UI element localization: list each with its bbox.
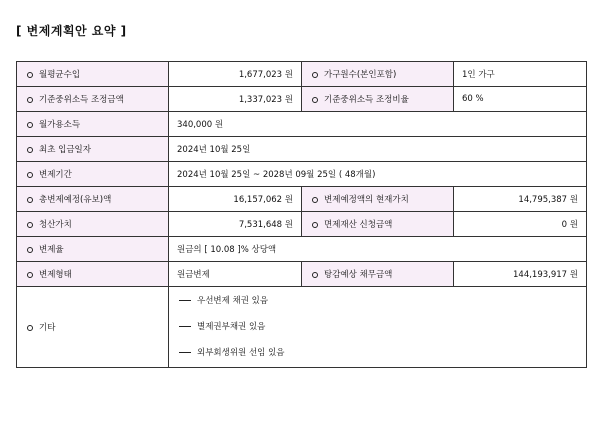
label-cell [17, 237, 169, 262]
circle-bullet-icon [312, 72, 318, 78]
circle-bullet-icon [27, 197, 33, 203]
table-row [17, 262, 587, 287]
label-cell [302, 262, 454, 287]
circle-bullet-icon [312, 272, 318, 278]
label-repay-type: 변제형태 [39, 270, 72, 280]
value-exempt-assets: 0 원 [454, 212, 587, 237]
label-reduction: 탕감예상 채무금액 [324, 270, 393, 280]
label-adjusted-ratio: 기준중위소득 조정비율 [324, 95, 409, 105]
value-adjusted-income: 1,337,023 원 [169, 87, 302, 112]
table-row [17, 237, 587, 262]
value-household: 1인 가구 [454, 62, 587, 87]
note-text: 우선변제 채권 있음 [197, 296, 269, 306]
label-cell [17, 112, 169, 137]
value-period: 2024년 10월 25일 ~ 2028년 09월 25일 ( 48개월) [169, 162, 587, 187]
label-exempt-assets: 면제재산 신청금액 [324, 220, 393, 230]
value-total-repay: 16,157,062 원 [169, 187, 302, 212]
label-present-value: 변제예정액의 현재가치 [324, 195, 409, 205]
label-cell [17, 187, 169, 212]
label-cell [302, 87, 454, 112]
circle-bullet-icon [27, 122, 33, 128]
value-liquidation: 7,531,648 원 [169, 212, 302, 237]
label-total-repay: 총변제예정(유보)액 [39, 195, 112, 205]
label-cell [302, 62, 454, 87]
circle-bullet-icon [27, 247, 33, 253]
circle-bullet-icon [27, 147, 33, 153]
label-other: 기타 [39, 323, 56, 333]
circle-bullet-icon [27, 325, 33, 331]
note-text: 외부회생위원 선임 있음 [197, 348, 285, 358]
list-item [177, 288, 578, 314]
label-available-income: 월가용소득 [39, 120, 81, 130]
value-reduction: 144,193,917 원 [454, 262, 587, 287]
label-repay-rate: 변제율 [39, 245, 64, 255]
circle-bullet-icon [312, 97, 318, 103]
value-repay-rate: 원금의 [ 10.08 ]% 상당액 [169, 237, 587, 262]
value-repay-type: 원금변제 [169, 262, 302, 287]
circle-bullet-icon [312, 222, 318, 228]
label-household: 가구원수(본인포함) [324, 70, 397, 80]
table-row [17, 137, 587, 162]
list-item [177, 340, 578, 366]
circle-bullet-icon [27, 72, 33, 78]
note-text: 별제권부채권 있음 [197, 322, 266, 332]
label-cell [17, 87, 169, 112]
label-cell [17, 137, 169, 162]
label-adjusted-income: 기준중위소득 조정금액 [39, 95, 124, 105]
table-row [17, 162, 587, 187]
dash-icon [179, 326, 191, 327]
label-period: 변제기간 [39, 170, 72, 180]
label-cell [302, 212, 454, 237]
circle-bullet-icon [27, 97, 33, 103]
other-notes [169, 287, 587, 368]
value-income: 1,677,023 원 [169, 62, 302, 87]
label-cell [17, 62, 169, 87]
circle-bullet-icon [27, 272, 33, 278]
label-cell [17, 162, 169, 187]
table-row [17, 112, 587, 137]
list-item [177, 314, 578, 340]
value-present-value: 14,795,387 원 [454, 187, 587, 212]
label-cell [17, 287, 169, 368]
table-row [17, 87, 587, 112]
table-row [17, 62, 587, 87]
dash-icon [179, 300, 191, 301]
label-liquidation: 청산가치 [39, 220, 72, 230]
dash-icon [179, 352, 191, 353]
page-title: [ 변제계획안 요약 ] [16, 24, 127, 38]
label-first-payment: 최초 입금일자 [39, 145, 91, 155]
table-row [17, 287, 587, 368]
value-adjusted-ratio: 60 % [454, 87, 587, 112]
value-first-payment: 2024년 10월 25일 [169, 137, 587, 162]
value-available-income: 340,000 원 [169, 112, 587, 137]
label-income: 월평균수입 [39, 70, 81, 80]
label-cell [17, 212, 169, 237]
summary-table [16, 61, 587, 368]
table-row [17, 187, 587, 212]
label-cell [17, 262, 169, 287]
circle-bullet-icon [27, 172, 33, 178]
table-row [17, 212, 587, 237]
label-cell [302, 187, 454, 212]
circle-bullet-icon [27, 222, 33, 228]
circle-bullet-icon [312, 197, 318, 203]
